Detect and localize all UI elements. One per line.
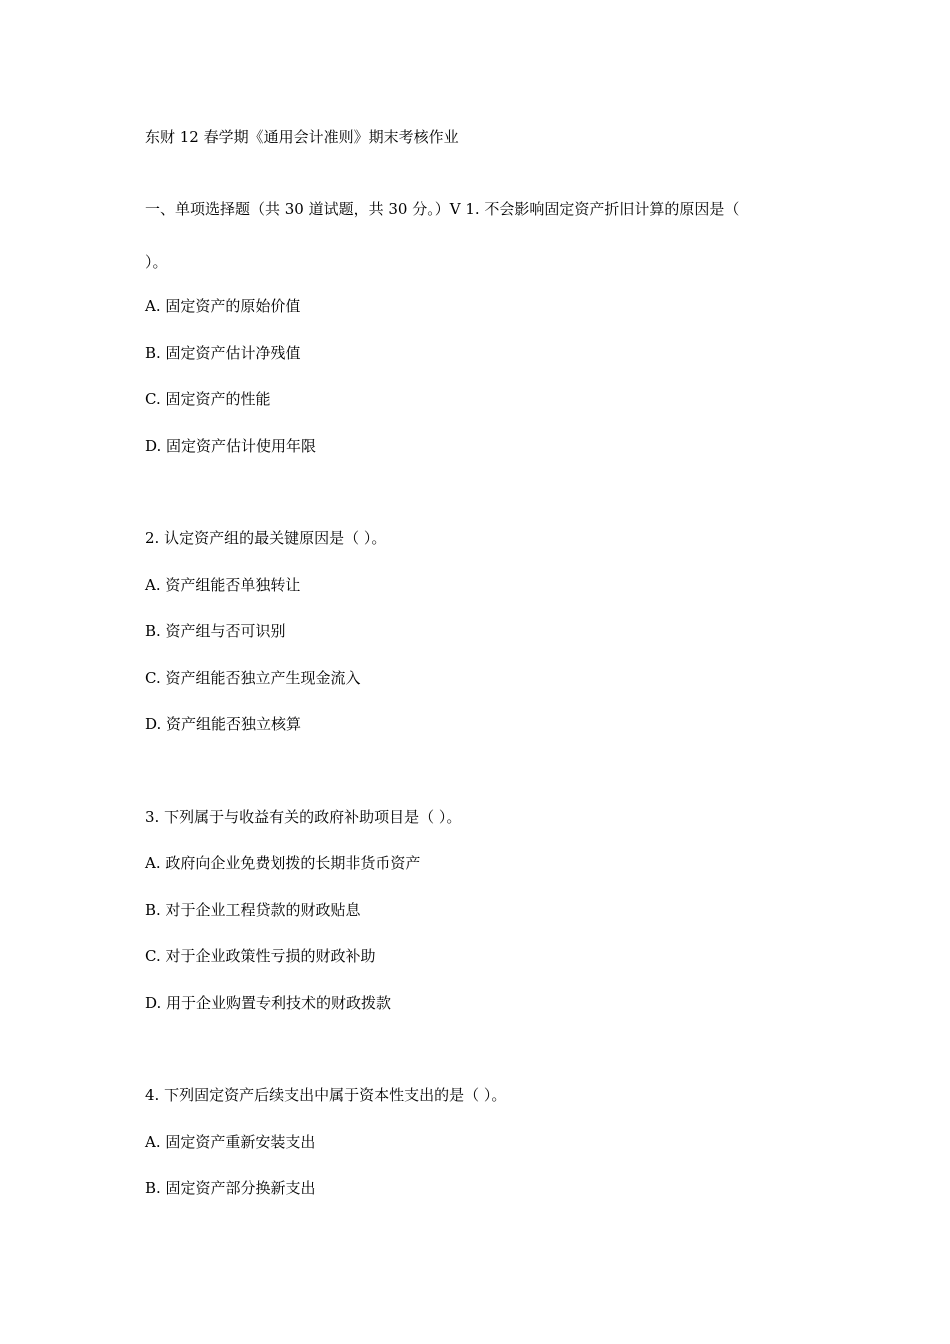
question-3-stem: 3. 下列属于与收益有关的政府补助项目是（ ）。 bbox=[145, 808, 462, 826]
question-3-option-c: C. 对于企业政策性亏损的财政补助 bbox=[145, 947, 376, 965]
question-2-option-c: C. 资产组能否独立产生现金流入 bbox=[145, 669, 361, 687]
question-2-stem: 2. 认定资产组的最关键原因是（ ）。 bbox=[145, 529, 387, 547]
question-4-option-a: A. 固定资产重新安装支出 bbox=[145, 1133, 316, 1151]
question-3-option-b: B. 对于企业工程贷款的财政贴息 bbox=[145, 901, 361, 919]
question-2-option-b: B. 资产组与否可识别 bbox=[145, 622, 286, 640]
question-2-option-a: A. 资产组能否单独转让 bbox=[145, 576, 301, 594]
question-4-stem: 4. 下列固定资产后续支出中属于资本性支出的是（ ）。 bbox=[145, 1086, 507, 1104]
document-title: 东财 12 春学期《通用会计准则》期末考核作业 bbox=[145, 128, 459, 146]
question-3-option-a: A. 政府向企业免费划拨的长期非货币资产 bbox=[145, 854, 421, 872]
question-4-option-b: B. 固定资产部分换新支出 bbox=[145, 1179, 316, 1197]
question-1-option-b: B. 固定资产估计净残值 bbox=[145, 344, 301, 362]
section-header: 一、单项选择题（共 30 道试题，共 30 分。）V 1. 不会影响固定资产折旧计算的原因是（ bbox=[145, 200, 740, 218]
question-1-stem-continuation: ）。 bbox=[145, 253, 168, 271]
question-1-option-c: C. 固定资产的性能 bbox=[145, 390, 271, 408]
question-1-option-a: A. 固定资产的原始价值 bbox=[145, 297, 301, 315]
question-1-option-d: D. 固定资产估计使用年限 bbox=[145, 437, 317, 455]
question-3-option-d: D. 用于企业购置专利技术的财政拨款 bbox=[145, 994, 392, 1012]
question-2-option-d: D. 资产组能否独立核算 bbox=[145, 715, 302, 733]
